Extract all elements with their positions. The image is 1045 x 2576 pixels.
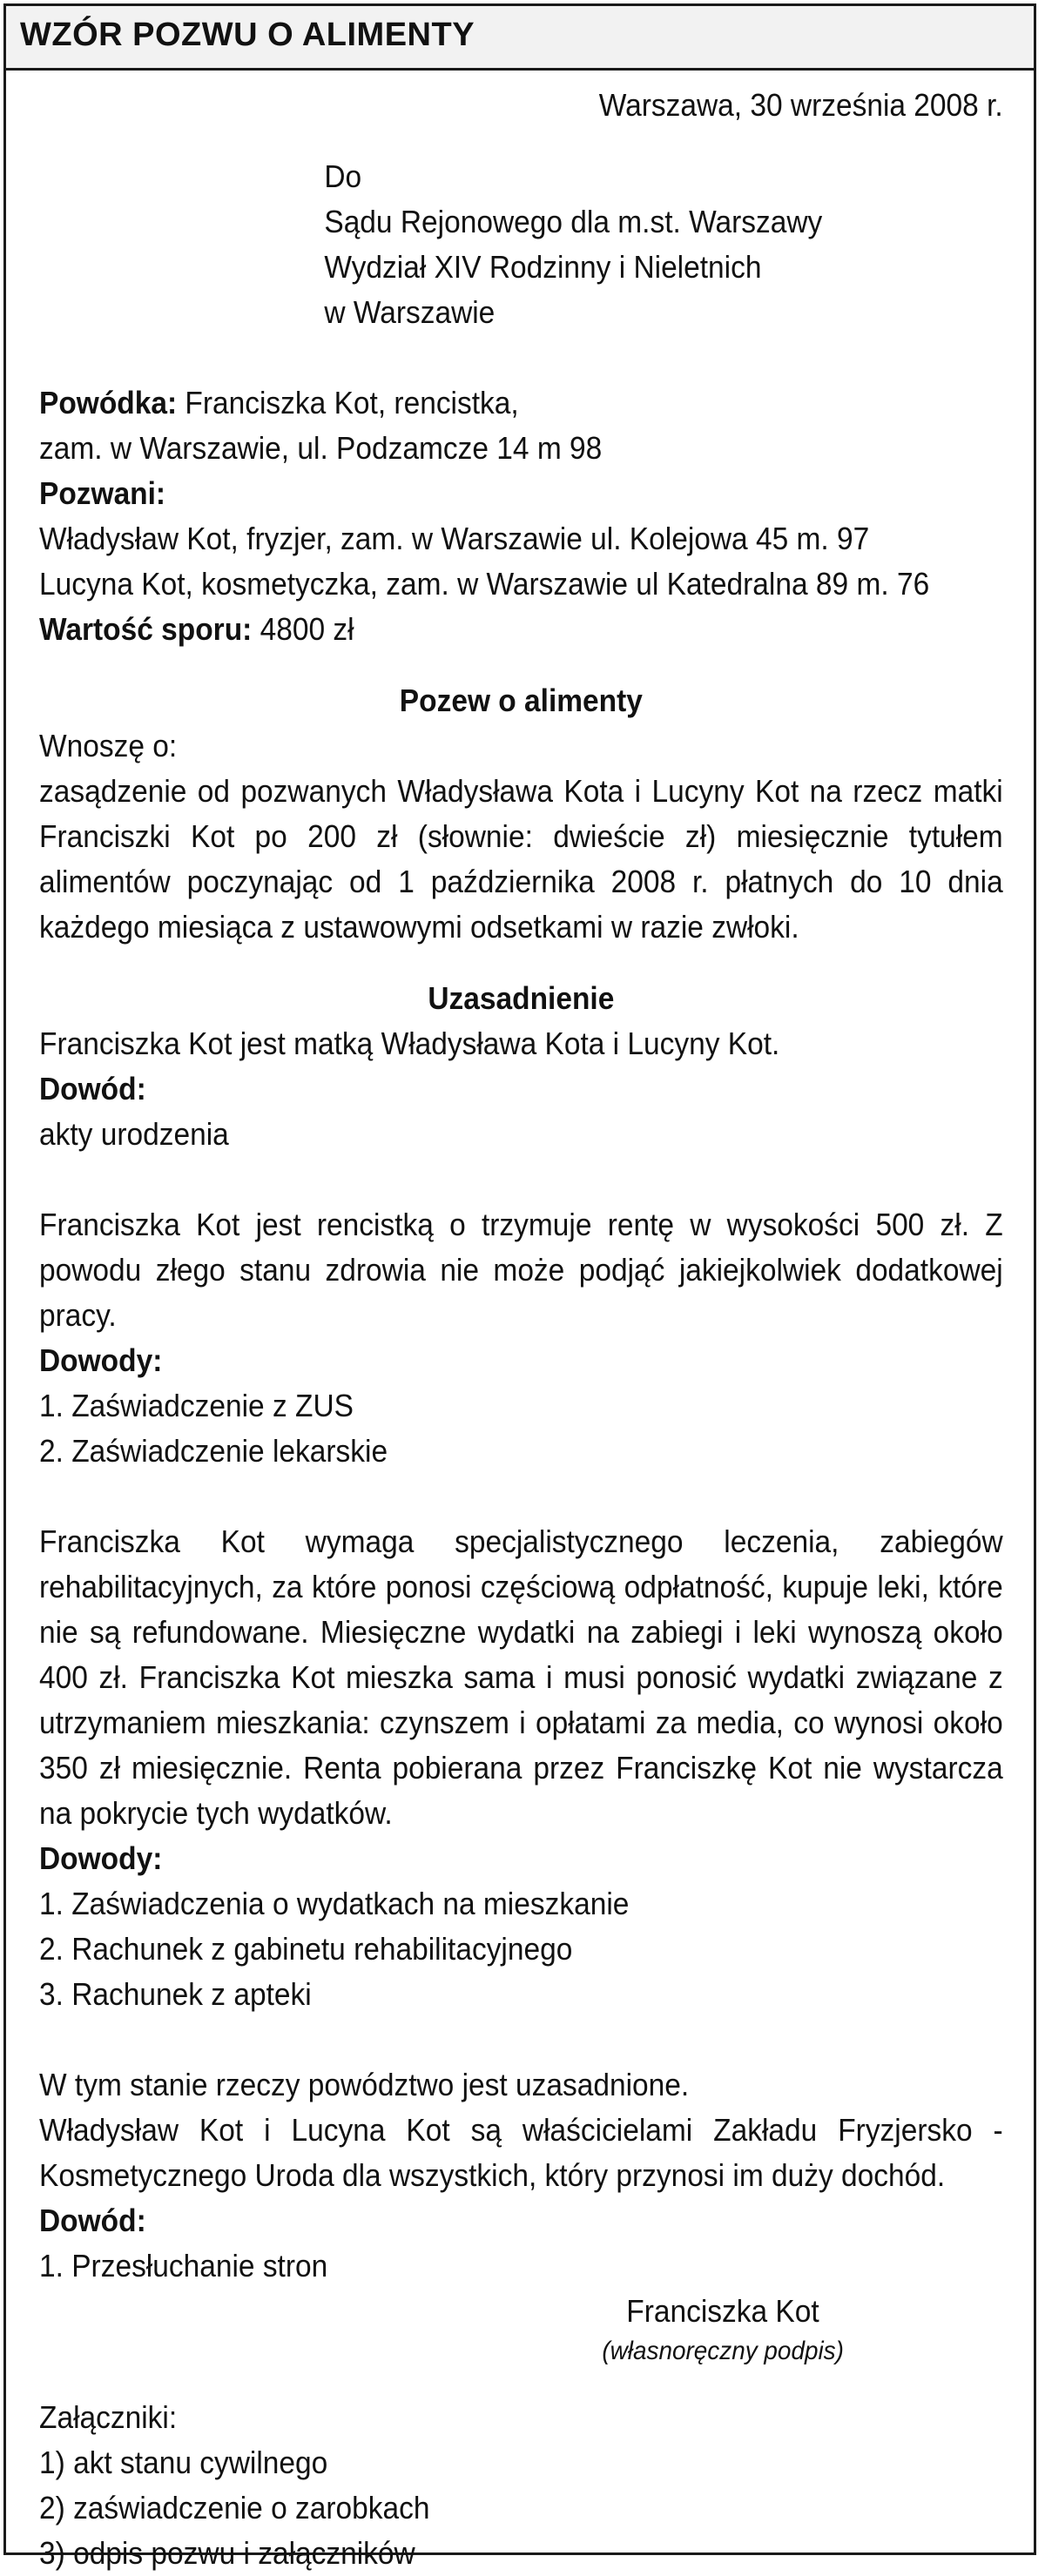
evidence-label: Dowód:	[39, 2203, 146, 2238]
evidence-item: 3. Rachunek z apteki	[39, 1976, 312, 2012]
justification-heading: Uzasadnienie	[428, 980, 615, 1016]
evidence-item: akty urodzenia	[39, 1116, 229, 1152]
document-body	[39, 83, 1003, 2576]
attachment-item: 1) akt stanu cywilnego	[39, 2445, 328, 2480]
justification-paragraph: Franciszka Kot wymaga specjalistycznego leczenia, zabiegów rehabilitacyjnych, za które ponosi częściową odpłatność, kupuje leki, które nie są refundowane. Miesięczne wydatki na zabiegi i leki wynoszą około 400 zł. Franciszka Kot mieszka sama i musi ponosić wydatki związane z utrzymaniem mieszkania: czynszem i opłatami za media, co wynosi około 350 zł miesięcznie. Renta pobierana przez Franciszkę Kot nie wystarcza na pokrycie tych wydatków.	[39, 1523, 1003, 1831]
signature-name: Franciszka Kot	[626, 2293, 819, 2329]
dispute-value-amount: 4800 zł	[252, 611, 354, 647]
attachment-item: 3) odpis pozwu i załączników	[39, 2535, 415, 2571]
addressee-line: Do	[324, 158, 362, 194]
defendant-line: Władysław Kot, fryzjer, zam. w Warszawie ul. Kolejowa 45 m. 97	[39, 521, 870, 556]
evidence-label: Dowody:	[39, 1342, 163, 1378]
plaintiff-value: Franciszka Kot, rencistka,	[177, 385, 519, 420]
evidence-label: Dowody:	[39, 1840, 163, 1876]
defendants-label: Pozwani:	[39, 475, 166, 511]
addressee-line: Wydział XIV Rodzinny i Nieletnich	[324, 249, 762, 285]
justification-paragraph: W tym stanie rzeczy powództwo jest uzasadnione.	[39, 2067, 690, 2102]
addressee-line: w Warszawie	[324, 294, 496, 330]
evidence-item: 1. Przesłuchanie stron	[39, 2248, 328, 2283]
claim-intro: Wnoszę o:	[39, 728, 178, 763]
plaintiff-address: zam. w Warszawie, ul. Podzamcze 14 m 98	[39, 430, 603, 466]
signature-note: (własnoręczny podpis)	[602, 2337, 844, 2365]
evidence-item: 2. Rachunek z gabinetu rehabilitacyjnego	[39, 1931, 573, 1967]
addressee-line: Sądu Rejonowego dla m.st. Warszawy	[324, 204, 823, 239]
defendant-line: Lucyna Kot, kosmetyczka, zam. w Warszawie ul Katedralna 89 m. 76	[39, 566, 930, 602]
place-date: Warszawa, 30 września 2008 r.	[598, 87, 1003, 123]
claim-text: zasądzenie od pozwanych Władysława Kota i Lucyny Kot na rzecz matki Franciszki Kot po 200 zł (słownie: dwieście zł) miesięcznie tytułem alimentów poczynając od 1 października 2008 r. płatnych do 10 dnia każdego miesiąca z ustawowymi odsetkami w razie zwłoki.	[39, 773, 1003, 945]
justification-paragraph: Władysław Kot i Lucyna Kot są właścicielami Zakładu Fryzjersko -Kosmetycznego Uroda dla wszystkich, który przynosi im duży dochód.	[39, 2112, 1003, 2193]
evidence-label: Dowód:	[39, 1071, 146, 1106]
page-title: WZÓR POZWU O ALIMENTY	[20, 17, 475, 53]
plaintiff-label: Powódka:	[39, 385, 178, 420]
evidence-item: 2. Zaświadczenie lekarskie	[39, 1433, 388, 1469]
dispute-value-line	[39, 607, 938, 652]
title-bar	[6, 6, 1034, 71]
attachments-label: Załączniki:	[39, 2399, 178, 2435]
claim-heading: Pozew o alimenty	[399, 683, 643, 718]
plaintiff-line	[39, 380, 938, 426]
document-frame	[3, 3, 1036, 2571]
dispute-value-label: Wartość sporu:	[39, 611, 253, 647]
justification-paragraph: Franciszka Kot jest matką Władysława Kota i Lucyny Kot.	[39, 1026, 780, 1061]
attachment-item: 2) zaświadczenie o zarobkach	[39, 2490, 430, 2526]
evidence-item: 1. Zaświadczenie z ZUS	[39, 1388, 354, 1423]
evidence-item: 1. Zaświadczenia o wydatkach na mieszkanie	[39, 1886, 630, 1921]
justification-paragraph: Franciszka Kot jest rencistką o trzymuje rentę w wysokości 500 zł. Z powodu złego stanu zdrowia nie może podjąć jakiejkolwiek dodatkowej pracy.	[39, 1207, 1003, 1333]
